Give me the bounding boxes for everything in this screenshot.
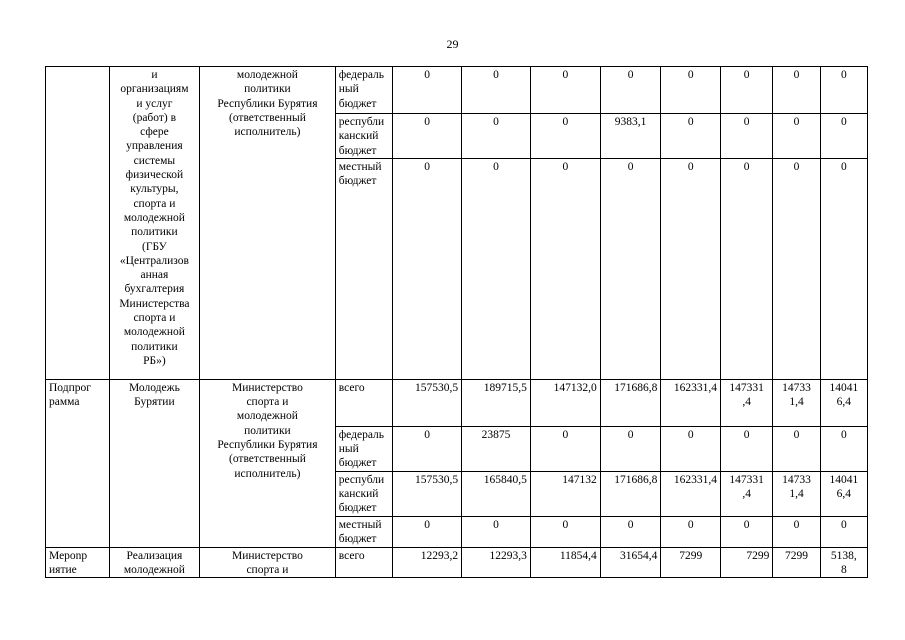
value-cell: 0 xyxy=(661,516,721,547)
executor-cell: молодежной политики Республики Бурятия (ответственный исполнитель) xyxy=(200,67,336,380)
value-cell: 12293,2 xyxy=(393,547,462,578)
value-cell: 0 xyxy=(661,67,721,114)
value-cell: 0 xyxy=(530,158,600,379)
value-cell: 0 xyxy=(393,67,462,114)
value-cell: 0 xyxy=(720,516,772,547)
name-cell: Молодежь Бурятии xyxy=(109,379,199,547)
value-cell: 0 xyxy=(720,67,772,114)
value-cell: 0 xyxy=(720,158,772,379)
value-cell: 189715,5 xyxy=(462,379,531,426)
value-cell: 14733 1,4 xyxy=(773,471,820,516)
value-cell: 171686,8 xyxy=(600,471,661,516)
name-cell: и организациям и услуг (работ) в сфере управления системы физической культуры, спорта и молодежной политики (ГБУ «Централизов анная бухгалтерия Министерства спорта и молодежной политики РБ») xyxy=(109,67,199,380)
value-cell: 0 xyxy=(720,426,772,471)
value-cell: 0 xyxy=(820,67,867,114)
type-cell: Мероnр иятие xyxy=(46,547,110,578)
table-row xyxy=(46,379,868,426)
executor-cell: Министерство спорта и xyxy=(200,547,336,578)
value-cell: 0 xyxy=(820,516,867,547)
budget-table xyxy=(45,66,868,578)
value-cell: 0 xyxy=(530,516,600,547)
value-cell: 14041 6,4 xyxy=(820,379,867,426)
value-cell: 157530,5 xyxy=(393,471,462,516)
value-cell: 147331 ,4 xyxy=(720,379,772,426)
value-cell: 147132 xyxy=(530,471,600,516)
source-cell: федераль ный бюджет xyxy=(335,426,393,471)
source-cell: всего xyxy=(335,547,393,578)
source-cell: республи канский бюджет xyxy=(335,114,393,159)
value-cell: 162331,4 xyxy=(661,379,721,426)
page-number: 29 xyxy=(446,37,459,51)
value-cell: 0 xyxy=(820,158,867,379)
value-cell: 157530,5 xyxy=(393,379,462,426)
executor-cell: Министерство спорта и молодежной политики Республики Бурятия (ответственный исполнитель) xyxy=(200,379,336,547)
value-cell: 14733 1,4 xyxy=(773,379,820,426)
value-cell: 147331 ,4 xyxy=(720,471,772,516)
value-cell: 14041 6,4 xyxy=(820,471,867,516)
table-row xyxy=(46,547,868,578)
value-cell: 0 xyxy=(530,426,600,471)
value-cell: 7299 xyxy=(773,547,820,578)
value-cell: 9383,1 xyxy=(600,114,661,159)
value-cell: 147132,0 xyxy=(530,379,600,426)
source-cell: местный бюджет xyxy=(335,158,393,379)
value-cell: 0 xyxy=(661,426,721,471)
value-cell: 0 xyxy=(773,114,820,159)
value-cell: 11854,4 xyxy=(530,547,600,578)
value-cell: 171686,8 xyxy=(600,379,661,426)
value-cell: 165840,5 xyxy=(462,471,531,516)
value-cell: 7299 xyxy=(720,547,772,578)
value-cell: 0 xyxy=(820,426,867,471)
value-cell: 162331,4 xyxy=(661,471,721,516)
value-cell: 0 xyxy=(773,426,820,471)
value-cell: 0 xyxy=(720,114,772,159)
value-cell: 0 xyxy=(462,114,531,159)
type-cell xyxy=(46,67,110,380)
value-cell: 0 xyxy=(661,158,721,379)
value-cell: 0 xyxy=(393,426,462,471)
table-row xyxy=(46,67,868,114)
type-cell: Подпрог рамма xyxy=(46,379,110,547)
value-cell: 0 xyxy=(393,158,462,379)
value-cell: 0 xyxy=(462,67,531,114)
value-cell: 0 xyxy=(393,516,462,547)
value-cell: 0 xyxy=(600,426,661,471)
source-cell: всего xyxy=(335,379,393,426)
value-cell: 0 xyxy=(600,67,661,114)
value-cell: 0 xyxy=(530,114,600,159)
value-cell: 0 xyxy=(462,158,531,379)
value-cell: 12293,3 xyxy=(462,547,531,578)
value-cell: 0 xyxy=(661,114,721,159)
source-cell: местный бюджет xyxy=(335,516,393,547)
value-cell: 31654,4 xyxy=(600,547,661,578)
value-cell: 23875 xyxy=(462,426,531,471)
value-cell: 0 xyxy=(462,516,531,547)
value-cell: 7299 xyxy=(661,547,721,578)
source-cell: республи канский бюджет xyxy=(335,471,393,516)
value-cell: 0 xyxy=(773,158,820,379)
value-cell: 0 xyxy=(773,67,820,114)
value-cell: 0 xyxy=(773,516,820,547)
value-cell: 0 xyxy=(600,158,661,379)
value-cell: 0 xyxy=(530,67,600,114)
value-cell: 5138, 8 xyxy=(820,547,867,578)
name-cell: Реализация молодежной xyxy=(109,547,199,578)
value-cell: 0 xyxy=(600,516,661,547)
source-cell: федераль ный бюджет xyxy=(335,67,393,114)
value-cell: 0 xyxy=(393,114,462,159)
value-cell: 0 xyxy=(820,114,867,159)
